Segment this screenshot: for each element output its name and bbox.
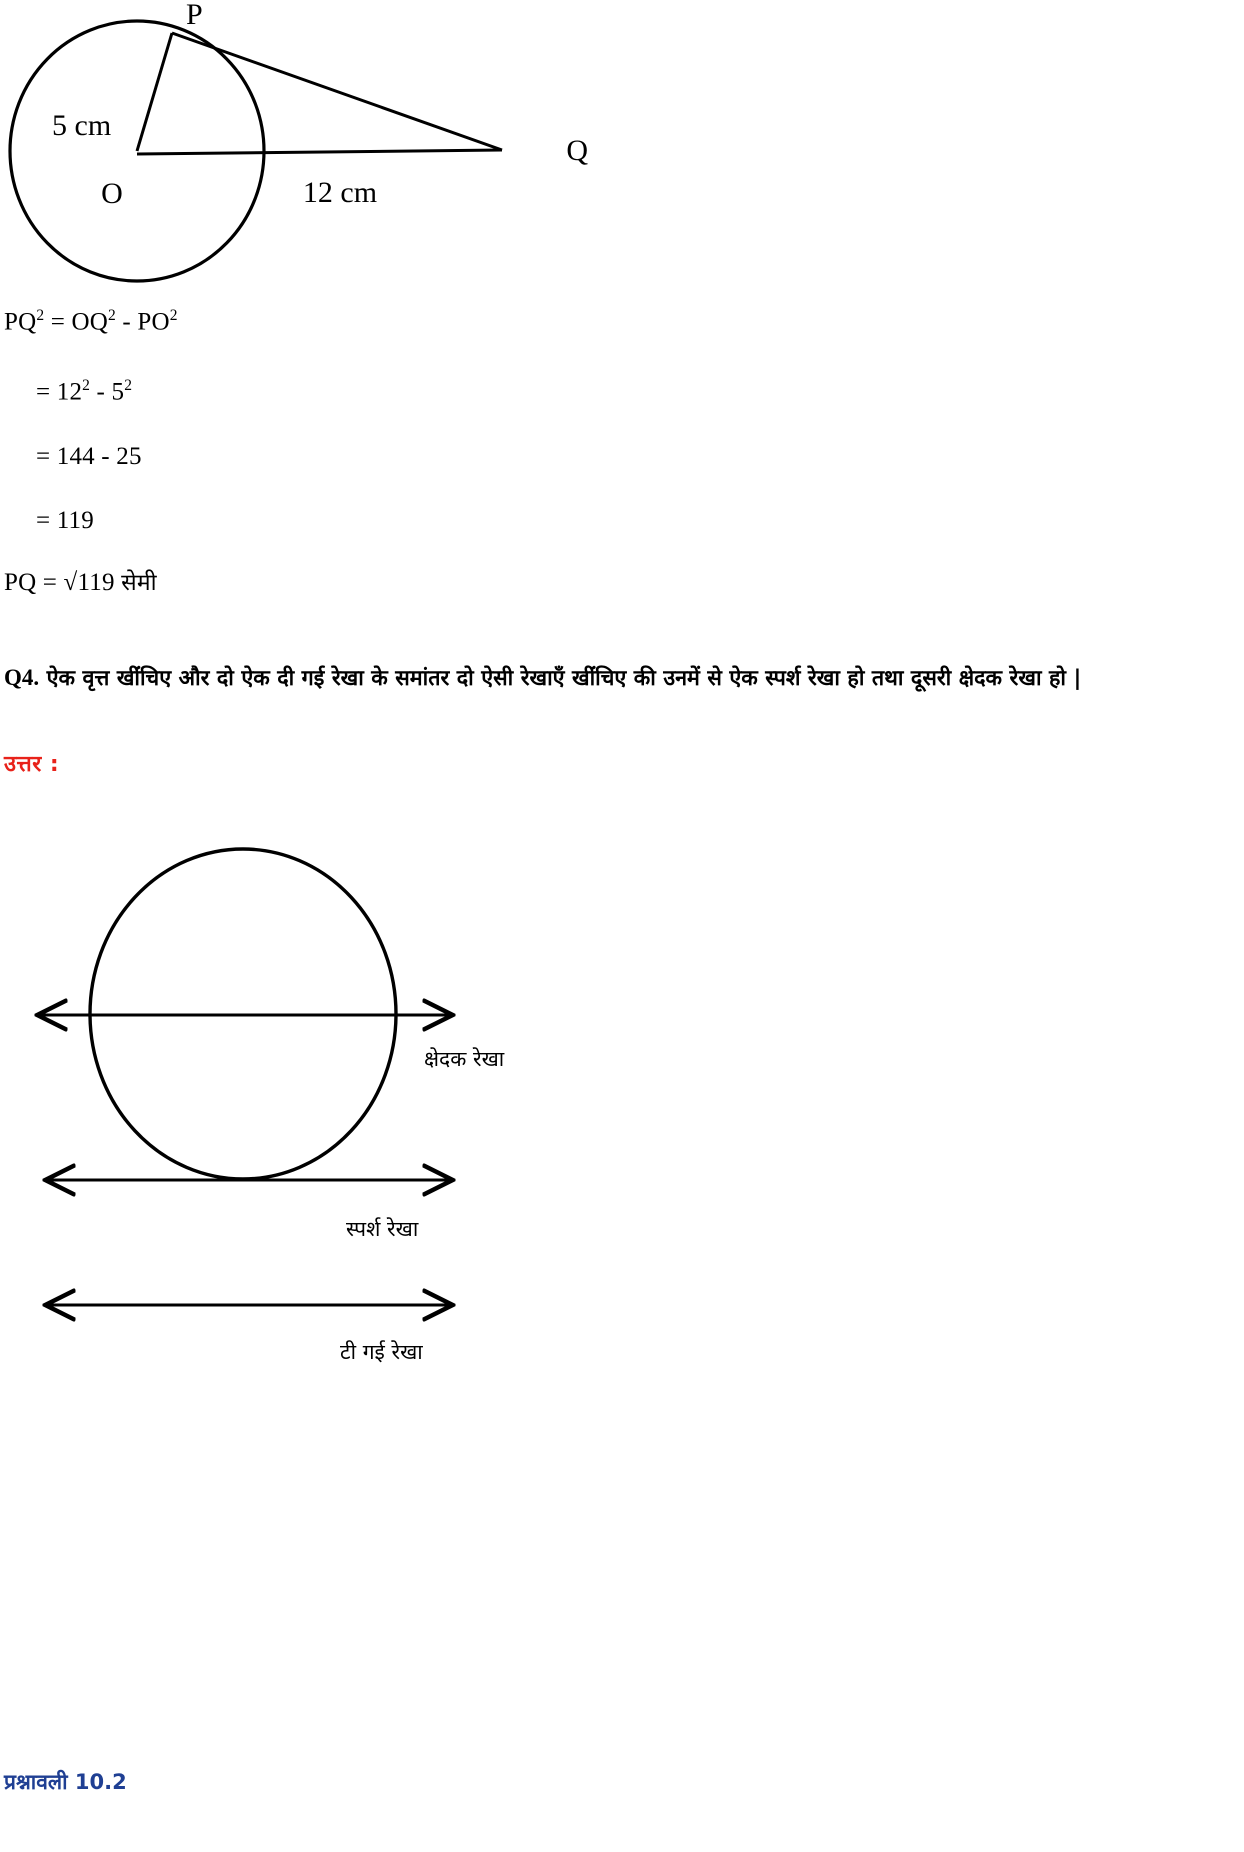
circle-secant-tangent-figure — [0, 818, 700, 1418]
label-radius-5cm: 5 cm — [52, 109, 112, 142]
question-number: Q4. — [4, 665, 40, 690]
question-block — [4, 662, 1228, 695]
line-oq — [137, 150, 502, 154]
tangent-line-label: स्पर्श रेखा — [346, 1217, 419, 1241]
secant-line-label: क्षेदक रेखा — [424, 1047, 505, 1071]
derivation-line-5 — [4, 570, 157, 595]
derivation-line-2: = $12^2 - 5^2$ — [36, 377, 133, 406]
given-line-label: टी गई रेखा — [340, 1340, 423, 1364]
derivation-line-5-unit: सेमी — [121, 570, 157, 596]
circle-tangent-figure — [0, 0, 620, 290]
label-distance-12cm: 12 cm — [302, 176, 378, 209]
figure2-svg — [0, 818, 700, 1418]
tangent-line-pq — [172, 33, 502, 150]
label-p: P — [186, 0, 203, 31]
label-o: O — [101, 177, 123, 210]
question-text: ऐक वृत्त खींंचिए और दो ऐक दी गई रेखा के समांतर दो ऐसी रेखाएँ खींंचिए की उनमें से ऐक स्पर्श रेखा हो तथा दूसरी क्षेदक रेखा हो | — [46, 666, 1082, 691]
derivation-line-4: = 119 — [36, 507, 94, 534]
figure1-svg — [0, 0, 620, 290]
radius-line-op — [137, 33, 172, 151]
derivation-line-5-expr: PQ = √119 — [4, 569, 122, 596]
label-q: Q — [566, 134, 588, 167]
derivation-line-1: $PQ^2 = OQ^2 - PO^2$ — [4, 307, 178, 336]
exercise-heading: प्रश्नावली 10.2 — [4, 1770, 127, 1794]
derivation-line-3: = 144 - 25 — [36, 443, 142, 470]
answer-label: उत्तर : — [4, 752, 60, 777]
